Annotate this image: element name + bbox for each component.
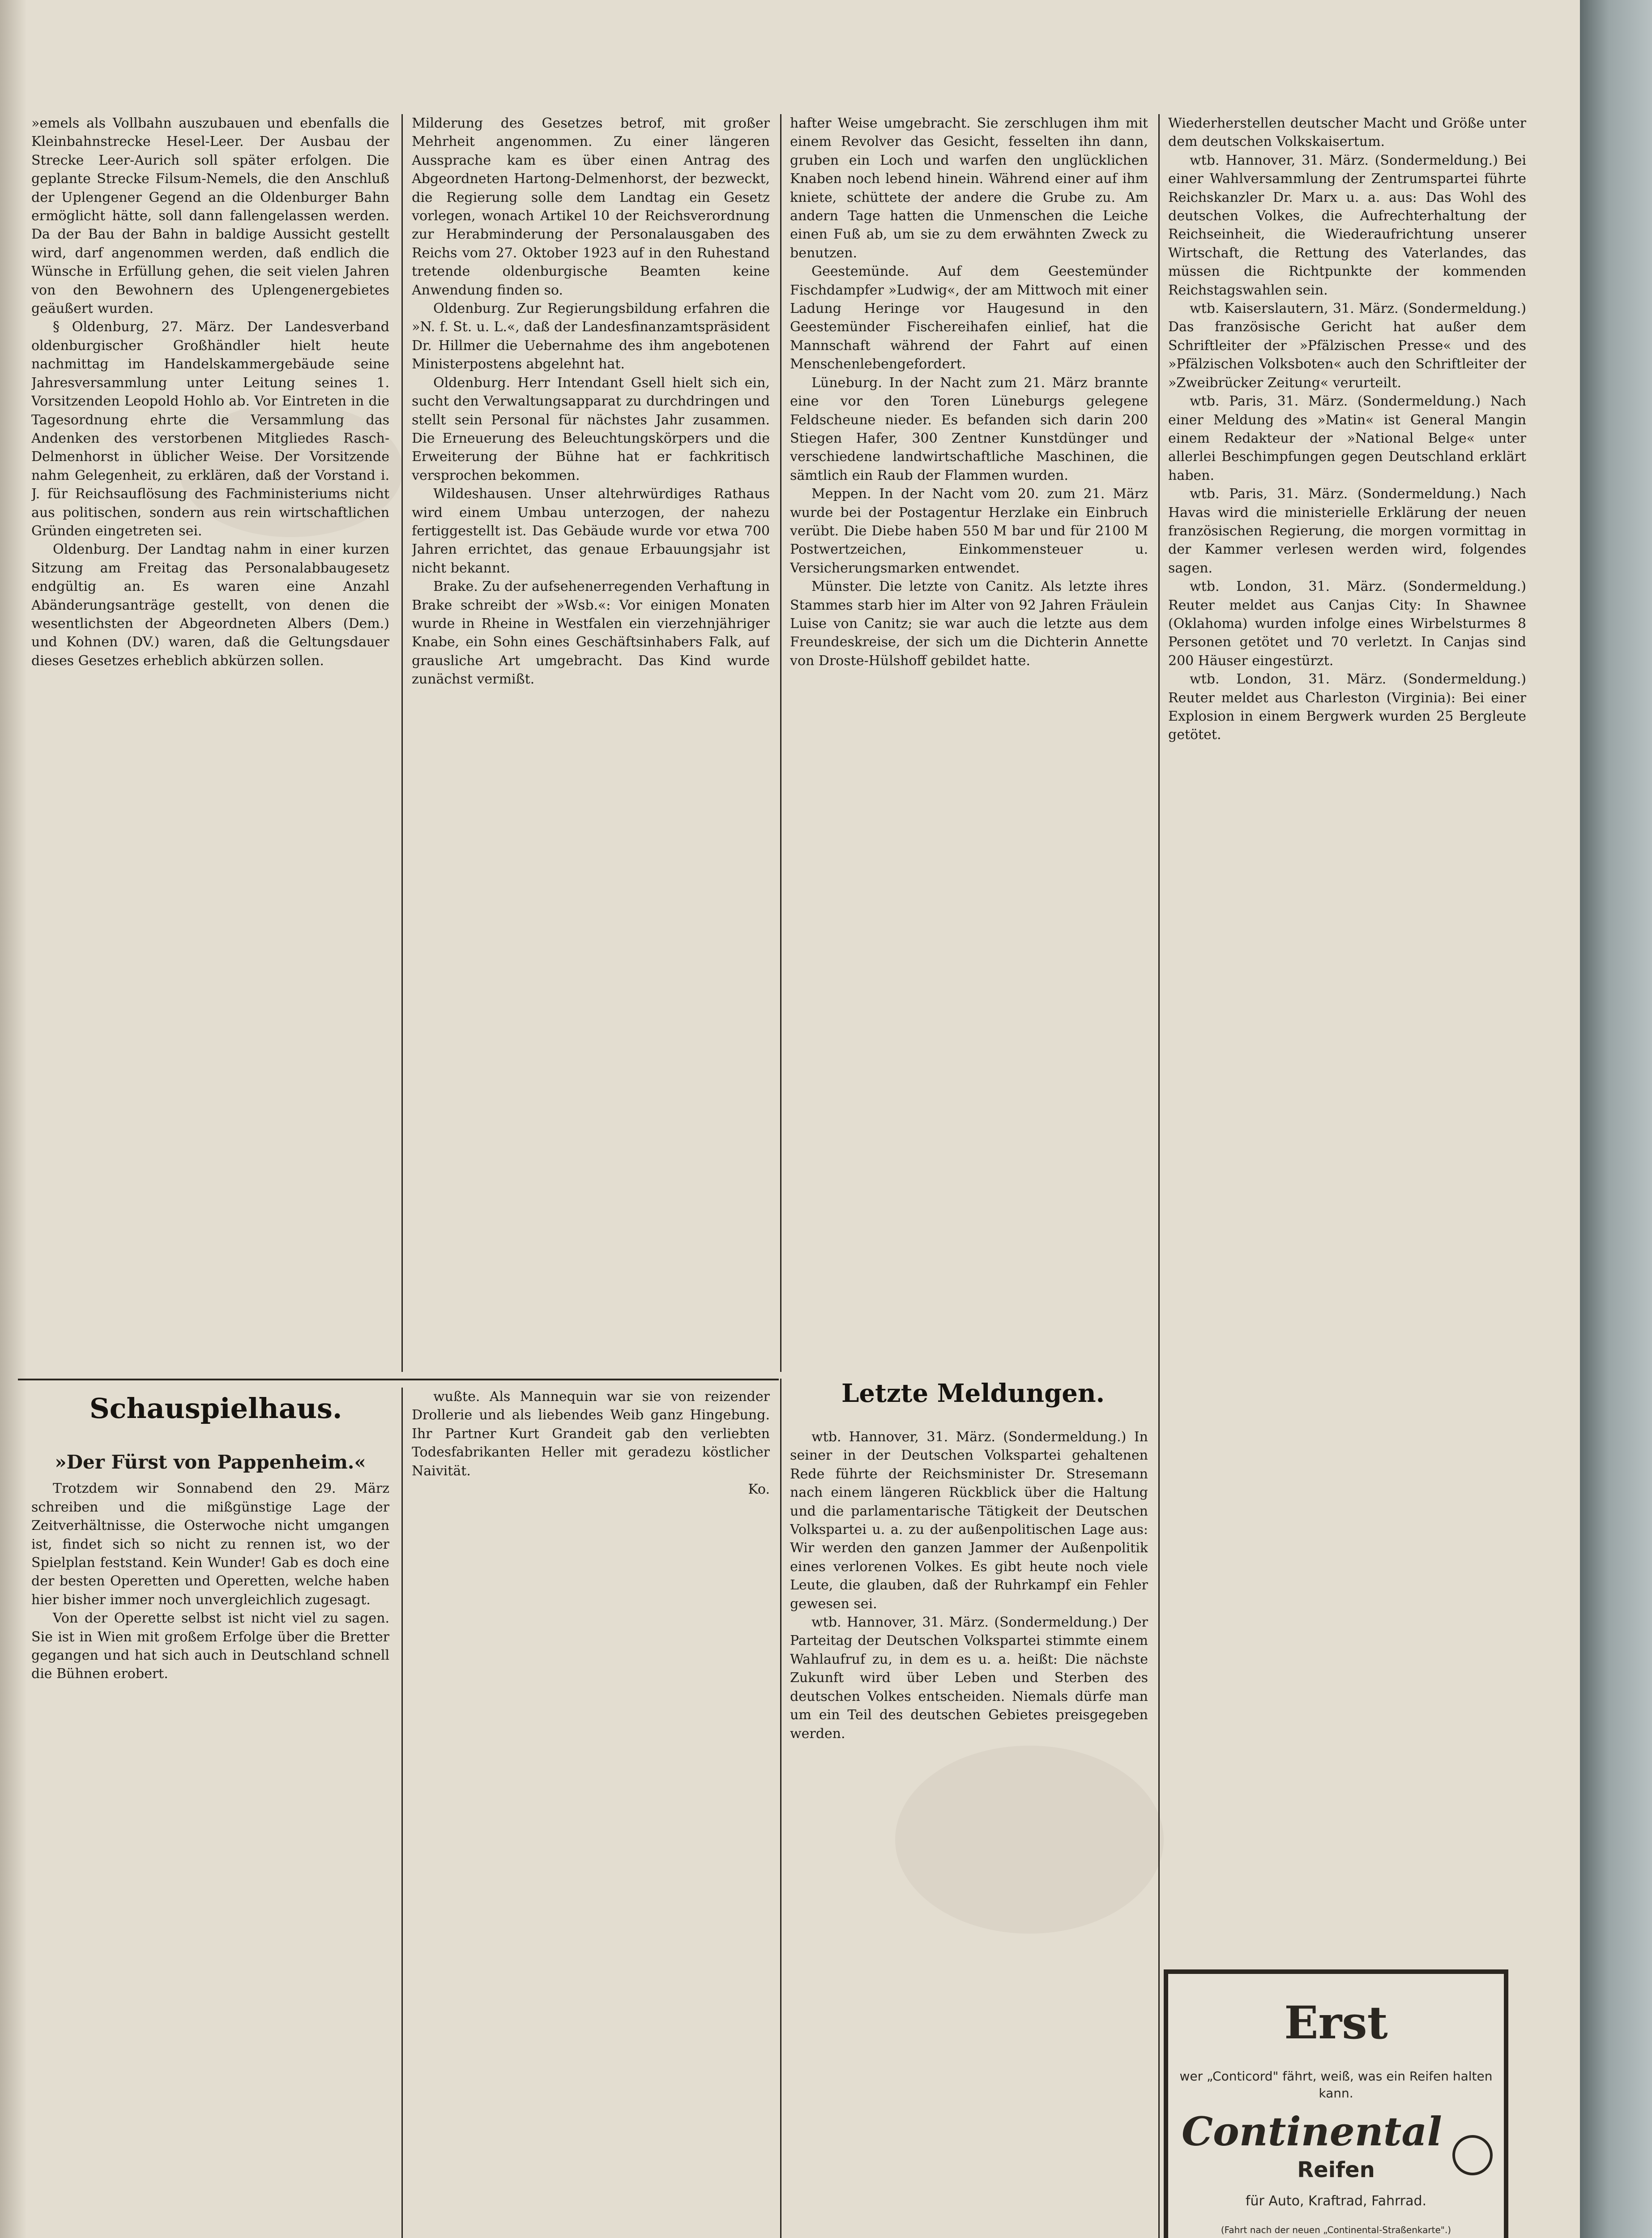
paragraph: Brake. Zu der aufsehenerregenden Verhaftung in Brake schreibt der »Wsb.«: Vor einigen Monaten wurde in Rheine in Westfalen ein vierzehnjähriger Knabe, ein Sohn eines Geschäftsinhabers Falk, auf grausliche Art umgebracht. Das Kind wurde zunächst vermißt. [412, 579, 770, 688]
paragraph: Wildeshausen. Unser altehrwürdiges Rathaus wird einem Umbau unterzogen, der nahezu fertiggestellt ist. Das Gebäude wurde vor etwa 700 Jahren errichtet, das genaue Erbauungsjahr ist nicht bekannt. [412, 486, 770, 576]
paragraph: wtb. Paris, 31. März. (Sondermeldung.) Nach Havas wird die ministerielle Erklärung der neuen französischen Regierung, die morgen vormittag in der Kammer verlesen werden wird, folgendes sagen. [1168, 486, 1526, 576]
paragraph: Milderung des Gesetzes betrof, mit großer Mehrheit angenommen. Zu einer längeren Aussprache kam es über einen Antrag des Abgeordneten Hartong-Delmenhorst, der bezweckt, die Regierung solle dem Landtag ein Gesetz vorlegen, wonach Artikel 10 der Reichsverordnung zur Herabminderung der Personalausgaben des Reichs vom 27. Oktober 1923 auf in den Ruhestand tretende oldenburgische Beamten keine Anwendung finden so. [412, 115, 770, 298]
column-3 [790, 114, 1148, 1372]
page-fold-shadow [0, 0, 27, 2238]
theatre-review [31, 1446, 389, 2238]
paragraph: Oldenburg. Der Landtag nahm in einer kurzen Sitzung am Freitag das Personalabbaugesetz endgültig an. Es waren eine Anzahl Abänderungsanträge gestellt, von denen die wesentlichsten der Abgeordneten Albers (Dem.) und Kohnen (DV.) waren, daß die Geltungsdauer dieses Gesetzes erheblich abkürzen sollen. [31, 542, 389, 669]
review-signature: Ko. [748, 1482, 770, 1498]
paragraph: wtb. Paris, 31. März. (Sondermeldung.) Nach einer Meldung des »Matin« ist General Mangin einem Redakteur der »National Belge« unter allerlei Beschimpfungen gegen Deutschland erklärt haben. [1168, 393, 1526, 483]
paragraph: Meppen. In der Nacht vom 20. zum 21. März wurde bei der Postagentur Herzlake ein Einbruch verübt. Die Diebe haben 550 M bar und für 2100 M Postwertzeichen, Einkommensteuer u. Versicherungsmarken entwendet. [790, 486, 1148, 576]
paragraph: wußte. Als Mannequin war sie von reizender Drollerie und als liebendes Weib ganz Hingebung. Ihr Partner Kurt Grandeit gab den verliebten Todesfabrikanten Heller mit geradezu köstlicher Naivität. [412, 1389, 770, 1479]
ad-product: Reifen [1297, 2157, 1375, 2182]
continental-advertisement [1164, 1969, 1508, 2238]
paragraph: Geestemünde. Auf dem Geestemünder Fischdampfer »Ludwig«, der am Mittwoch mit einer Ladung Heringe vor Haugesund in den Geestemünder Fischereihafen einlief, hat die Mannschaft während der Fahrt auf einen Menschenlebengefordert. [790, 264, 1148, 372]
paragraph: wtb. London, 31. März. (Sondermeldung.) Reuter meldet aus Charleston (Virginia): Bei einer Explosion in einem Bergwerk wurden 25 Bergleute getötet. [1168, 671, 1526, 743]
column-rule [1158, 114, 1160, 2238]
late-news [790, 1428, 1148, 2238]
paragraph: »emels als Vollbahn auszubauen und ebenfalls die Kleinbahnstrecke Hesel-Leer. Der Ausbau der Strecke Leer-Aurich soll später erfolgen. Die geplante Strecke Filsum-Nemels, die den Anschluß der Uplengener Gegend an die Oldenburger Bahn ermöglicht hätte, soll dann fallengelassen werden. Da der Bau der Bahn in baldige Aussicht gestellt wird, darf angenommen werden, daß endlich die Wünsche in Erfüllung gehen, die seit vielen Jahren von den Bewohnern des Uplengenergebietes geäußert wurden. [31, 115, 389, 317]
paragraph: wtb. London, 31. März. (Sondermeldung.) Reuter meldet aus Canjas City: In Shawnee (Oklahoma) wurden infolge eines Wirbelsturmes 8 Personen getötet und 70 verletzt. In Canjas sind 200 Häuser eingestürzt. [1168, 579, 1526, 669]
review-title: »Der Fürst von Pappenheim.« [55, 1451, 366, 1473]
paragraph: wtb. Hannover, 31. März. (Sondermeldung.) In seiner in der Deutschen Volkspartei gehaltenen Rede führte der Reichsminister Dr. Stresemann nach einem längeren Rückblick über die Haltung und die parlamentarische Tätigkeit der Deutschen Volkspartei u. a. zu der außenpolitischen Lage aus: Wir werden den ganzen Jammer der Außenpolitik eines verlorenen Volkes. Es gibt heute noch viele Leute, die glauben, daß der Ruhrkampf ein Fehler gewesen sei. [790, 1429, 1148, 1612]
section-heading: Schauspielhaus. [90, 1392, 342, 1425]
paragraph: Oldenburg. Zur Regierungsbildung erfahren die »N. f. St. u. L.«, daß der Landesfinanzamtspräsident Dr. Hillmer die Uebernahme des ihm angebotenen Ministerpostens abgelehnt hat. [412, 301, 770, 372]
ad-footnote: (Fahrt nach der neuen „Continental-Straßenkarte".) [1221, 2225, 1451, 2235]
column-rule [780, 114, 781, 1372]
theatre-review-continued [412, 1388, 770, 2238]
column-2 [412, 114, 770, 1372]
column-rule [780, 1379, 781, 2238]
paragraph: Oldenburg. Herr Intendant Gsell hielt sich ein, sucht den Verwaltungsapparat zu durchdringen und stellt sein Personal für nächstes Jahr zusammen. Die Erneuerung des Beleuchtungskörpers und die Erweiterung der Bühne hat er fachkritisch versprochen bekommen. [412, 375, 770, 483]
ad-subline: wer „Conticord" fährt, weiß, was ein Reifen halten kann. [1179, 2069, 1493, 2101]
column-4 [1168, 114, 1526, 1949]
ad-headline: Erst [1284, 1996, 1388, 2049]
column-1 [31, 114, 389, 1363]
paragraph: hafter Weise umgebracht. Sie zerschlugen ihm mit einem Revolver das Gesicht, fesselten ihn dann, gruben ein Loch und warfen den unglücklichen Knaben noch lebend hinein. Während einer auf ihm kniete, schüttete der andere die Grube zu. Am andern Tage hatten die Unmenschen die Leiche einen Fuß ab, um sie zu dem erwähnten Zweck zu benutzen. [790, 115, 1148, 261]
column-rule [401, 1388, 403, 2238]
paragraph: Wiederherstellen deutscher Macht und Größe unter dem deutschen Volkskaisertum. [1168, 115, 1526, 150]
paragraph: § Oldenburg, 27. März. Der Landesverband oldenburgischer Großhändler hielt heute nachmittag im Handelskammergebäude seine Jahresversammlung unter Leitung seines 1. Vorsitzenden Leopold Hohlo ab. Vor Eintreten in die Tagesordnung ehrte die Versammlung das Andenken des verstorbenen Mitgliedes Rasch-Delmenhorst in üblicher Weise. Der Vorsitzende nahm Gelegenheit, zu erklären, daß der Vorstand i. J. für Reichsauflösung des Fachministeriums nicht aus politischen, sondern aus rein wirtschaftlichen Gründen eingetreten sei. [31, 319, 389, 539]
ad-usage: für Auto, Kraftrad, Fahrrad. [1245, 2193, 1427, 2209]
paragraph: Münster. Die letzte von Canitz. Als letzte ihres Stammes starb hier im Alter von 92 Jahren Fräulein Luise von Canitz; sie war auch die letzte aus dem Freundeskreise, der sich um die Dichterin Annette von Droste-Hülshoff gebildet hatte. [790, 579, 1148, 669]
paragraph: wtb. Hannover, 31. März. (Sondermeldung.) Bei einer Wahlversammlung der Zentrumspartei führte Reichskanzler Dr. Marx u. a. aus: Das Wohl des deutschen Volkes, die Aufrechterhaltung der Reichseinheit, die Wiederaufrichtung unserer Wirtschaft, die Rettung des Vaterlandes, das müssen die Richtpunkte der kommenden Reichstagswahlen sein. [1168, 152, 1526, 298]
scanner-background [1580, 0, 1652, 2238]
paragraph: wtb. Kaiserslautern, 31. März. (Sondermeldung.) Das französische Gericht hat außer dem Schriftleiter der »Pfälzischen Presse« und des »Pfälzischen Volksboten« auch den Schriftleiter der »Zweibrücker Zeitung« verurteilt. [1168, 301, 1526, 391]
continental-logo: Continental [1182, 2108, 1442, 2155]
section-divider [18, 1379, 779, 1380]
section-heading: Letzte Meldungen. [841, 1379, 1105, 1408]
paragraph: Trotzdem wir Sonnabend den 29. März schreiben und die mißgünstige Lage der Zeitverhältnisse, die Osterwoche nicht umgangen ist, findet sich so nicht zu rennen ist, wo der Spielplan feststand. Kein Wunder! Gab es doch eine der besten Operetten und Operetten, welche haben hier bisher immer noch unvergleichlich zugesagt. [31, 1481, 389, 1608]
paragraph: Lüneburg. In der Nacht zum 21. März brannte eine vor den Toren Lüneburgs gelegene Feldscheune nieder. Es befanden sich darin 200 Stiegen Hafer, 300 Zentner Kunstdünger und verschiedene landwirtschaftliche Maschinen, die sämtlich ein Raub der Flammen wurden. [790, 375, 1148, 483]
paragraph: Von der Operette selbst ist nicht viel zu sagen. Sie ist in Wien mit großem Erfolge über die Bretter gegangen und hat sich auch in Deutschland schnell die Bühnen erobert. [31, 1610, 389, 1682]
paragraph: wtb. Hannover, 31. März. (Sondermeldung.) Der Parteitag der Deutschen Volkspartei stimmte einem Wahlaufruf zu, in dem es u. a. heißt: Die nächste Zukunft wird über Leben und Sterben des deutschen Volkes entscheiden. Niemals dürfe man um ein Teil des deutschen Gebietes preisgegeben werden. [790, 1614, 1148, 1742]
column-rule [401, 114, 403, 1372]
